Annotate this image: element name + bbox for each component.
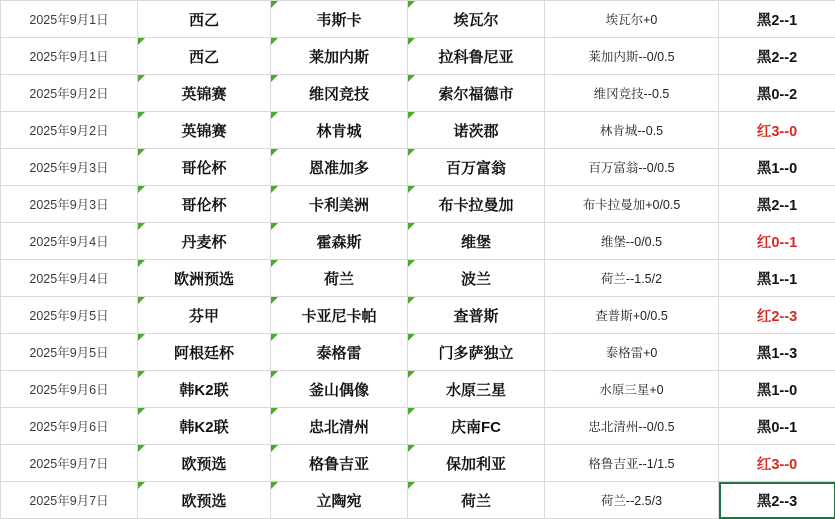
cell-league[interactable]: 欧洲预选	[138, 260, 271, 297]
cell-handicap[interactable]: 埃瓦尔+0	[545, 1, 719, 38]
cell-league[interactable]: 韩K2联	[138, 371, 271, 408]
table-row	[1, 371, 835, 408]
cell-result[interactable]: 黑0--2	[719, 75, 835, 112]
table-row	[1, 482, 835, 519]
cell-handicap[interactable]: 布卡拉曼加+0/0.5	[545, 186, 719, 223]
cell-home-team[interactable]: 维冈竞技	[271, 75, 408, 112]
cell-result[interactable]: 黑2--3	[719, 482, 835, 519]
cell-away-team[interactable]: 水原三星	[408, 371, 545, 408]
cell-result[interactable]: 红3--0	[719, 445, 835, 482]
cell-league[interactable]: 英锦赛	[138, 112, 271, 149]
cell-result[interactable]: 黑1--0	[719, 371, 835, 408]
cell-handicap[interactable]: 水原三星+0	[545, 371, 719, 408]
cell-result[interactable]: 黑2--2	[719, 38, 835, 75]
cell-away-team[interactable]: 庆南FC	[408, 408, 545, 445]
table-row	[1, 149, 835, 186]
cell-date[interactable]: 2025年9月3日	[1, 149, 138, 186]
cell-result[interactable]: 黑1--0	[719, 149, 835, 186]
cell-league[interactable]: 阿根廷杯	[138, 334, 271, 371]
table-row	[1, 408, 835, 445]
cell-date[interactable]: 2025年9月7日	[1, 445, 138, 482]
cell-home-team[interactable]: 釜山偶像	[271, 371, 408, 408]
cell-date[interactable]: 2025年9月1日	[1, 38, 138, 75]
cell-away-team[interactable]: 百万富翁	[408, 149, 545, 186]
cell-league[interactable]: 西乙	[138, 38, 271, 75]
cell-home-team[interactable]: 韦斯卡	[271, 1, 408, 38]
cell-away-team[interactable]: 拉科鲁尼亚	[408, 38, 545, 75]
cell-date[interactable]: 2025年9月6日	[1, 371, 138, 408]
cell-away-team[interactable]: 维堡	[408, 223, 545, 260]
cell-home-team[interactable]: 泰格雷	[271, 334, 408, 371]
cell-date[interactable]: 2025年9月5日	[1, 297, 138, 334]
cell-away-team[interactable]: 荷兰	[408, 482, 545, 519]
cell-result[interactable]: 黑1--3	[719, 334, 835, 371]
table-row	[1, 186, 835, 223]
cell-date[interactable]: 2025年9月2日	[1, 112, 138, 149]
cell-handicap[interactable]: 泰格雷+0	[545, 334, 719, 371]
cell-away-team[interactable]: 埃瓦尔	[408, 1, 545, 38]
cell-date[interactable]: 2025年9月6日	[1, 408, 138, 445]
cell-handicap[interactable]: 荷兰--2.5/3	[545, 482, 719, 519]
cell-away-team[interactable]: 波兰	[408, 260, 545, 297]
table-row	[1, 75, 835, 112]
cell-result[interactable]: 红0--1	[719, 223, 835, 260]
cell-handicap[interactable]: 格鲁吉亚--1/1.5	[545, 445, 719, 482]
cell-league[interactable]: 欧预选	[138, 445, 271, 482]
cell-league[interactable]: 英锦赛	[138, 75, 271, 112]
cell-result[interactable]: 红3--0	[719, 112, 835, 149]
cell-date[interactable]: 2025年9月3日	[1, 186, 138, 223]
cell-away-team[interactable]: 索尔福德市	[408, 75, 545, 112]
cell-date[interactable]: 2025年9月2日	[1, 75, 138, 112]
cell-league[interactable]: 哥伦杯	[138, 149, 271, 186]
cell-result[interactable]: 红2--3	[719, 297, 835, 334]
cell-home-team[interactable]: 霍森斯	[271, 223, 408, 260]
cell-home-team[interactable]: 卡利美洲	[271, 186, 408, 223]
cell-result[interactable]: 黑0--1	[719, 408, 835, 445]
cell-home-team[interactable]: 莱加内斯	[271, 38, 408, 75]
cell-away-team[interactable]: 诺茨郡	[408, 112, 545, 149]
cell-league[interactable]: 芬甲	[138, 297, 271, 334]
cell-handicap[interactable]: 忠北清州--0/0.5	[545, 408, 719, 445]
cell-result[interactable]: 黑2--1	[719, 186, 835, 223]
cell-date[interactable]: 2025年9月7日	[1, 482, 138, 519]
cell-handicap[interactable]: 维冈竞技--0.5	[545, 75, 719, 112]
cell-home-team[interactable]: 林肯城	[271, 112, 408, 149]
cell-date[interactable]: 2025年9月5日	[1, 334, 138, 371]
cell-handicap[interactable]: 林肯城--0.5	[545, 112, 719, 149]
cell-handicap[interactable]: 维堡--0/0.5	[545, 223, 719, 260]
cell-home-team[interactable]: 荷兰	[271, 260, 408, 297]
cell-result[interactable]: 黑1--1	[719, 260, 835, 297]
cell-home-team[interactable]: 恩准加多	[271, 149, 408, 186]
cell-away-team[interactable]: 保加利亚	[408, 445, 545, 482]
table-row	[1, 1, 835, 38]
cell-result[interactable]: 黑2--1	[719, 1, 835, 38]
cell-handicap[interactable]: 莱加内斯--0/0.5	[545, 38, 719, 75]
cell-league[interactable]: 韩K2联	[138, 408, 271, 445]
cell-date[interactable]: 2025年9月4日	[1, 260, 138, 297]
table-row	[1, 260, 835, 297]
cell-date[interactable]: 2025年9月4日	[1, 223, 138, 260]
cell-league[interactable]: 西乙	[138, 1, 271, 38]
table-row	[1, 112, 835, 149]
cell-league[interactable]: 丹麦杯	[138, 223, 271, 260]
cell-league[interactable]: 哥伦杯	[138, 186, 271, 223]
table-row	[1, 445, 835, 482]
table-row	[1, 38, 835, 75]
cell-home-team[interactable]: 卡亚尼卡帕	[271, 297, 408, 334]
table-row	[1, 334, 835, 371]
cell-away-team[interactable]: 查普斯	[408, 297, 545, 334]
cell-home-team[interactable]: 忠北清州	[271, 408, 408, 445]
cell-handicap[interactable]: 百万富翁--0/0.5	[545, 149, 719, 186]
cell-home-team[interactable]: 格鲁吉亚	[271, 445, 408, 482]
table-row	[1, 297, 835, 334]
cell-home-team[interactable]: 立陶宛	[271, 482, 408, 519]
cell-away-team[interactable]: 布卡拉曼加	[408, 186, 545, 223]
cell-league[interactable]: 欧预选	[138, 482, 271, 519]
table-row	[1, 223, 835, 260]
cell-handicap[interactable]: 查普斯+0/0.5	[545, 297, 719, 334]
cell-date[interactable]: 2025年9月1日	[1, 1, 138, 38]
cell-handicap[interactable]: 荷兰--1.5/2	[545, 260, 719, 297]
cell-away-team[interactable]: 门多萨独立	[408, 334, 545, 371]
